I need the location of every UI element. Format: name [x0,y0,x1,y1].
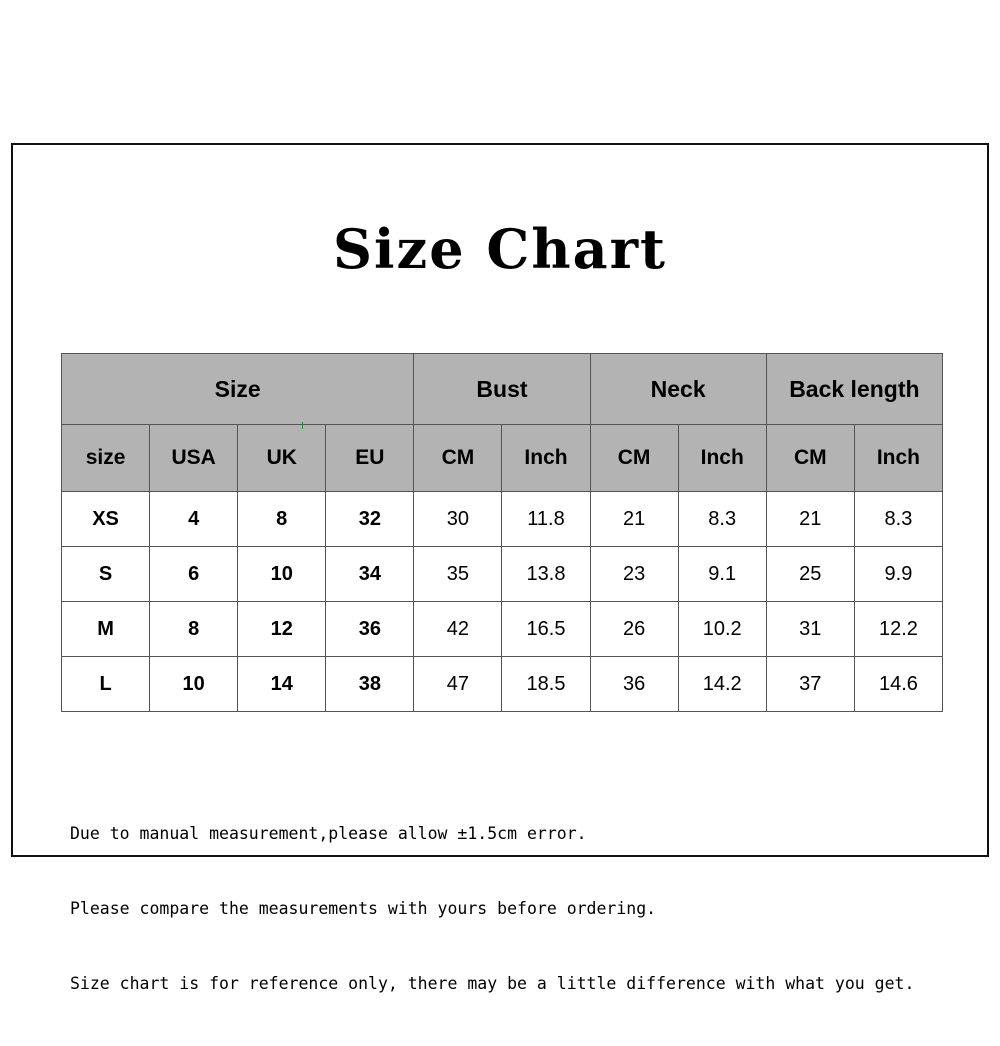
cell-eu: 38 [326,657,414,712]
cell-back-cm: 37 [766,657,854,712]
table-row [62,547,943,602]
cell-back-inch: 12.2 [854,602,942,657]
column-header-bust-cm: CM [414,425,502,492]
size-chart-table [61,353,943,712]
cell-size: XS [62,492,150,547]
cell-neck-cm: 26 [590,602,678,657]
cell-size: M [62,602,150,657]
cell-neck-cm: 23 [590,547,678,602]
column-header-size: size [62,425,150,492]
cell-back-cm: 21 [766,492,854,547]
group-header-neck: Neck [590,354,766,425]
column-header-uk: UK [238,425,326,492]
column-header-neck-inch: Inch [678,425,766,492]
column-header-eu: EU [326,425,414,492]
notes-block [70,771,914,1046]
cell-neck-cm: 21 [590,492,678,547]
cell-bust-inch: 16.5 [502,602,590,657]
cell-uk: 8 [238,492,326,547]
table-row [62,602,943,657]
cell-usa: 10 [150,657,238,712]
note-line-2: Please compare the measurements with yours before ordering. [70,899,657,918]
cell-bust-inch: 11.8 [502,492,590,547]
cell-neck-inch: 9.1 [678,547,766,602]
cell-eu: 36 [326,602,414,657]
column-header-neck-cm: CM [590,425,678,492]
column-header-back-inch: Inch [854,425,942,492]
cell-back-cm: 31 [766,602,854,657]
cell-bust-inch: 18.5 [502,657,590,712]
cell-neck-inch: 14.2 [678,657,766,712]
column-header-bust-inch: Inch [502,425,590,492]
cell-back-inch: 8.3 [854,492,942,547]
cell-neck-cm: 36 [590,657,678,712]
group-header-bust: Bust [414,354,590,425]
cell-neck-inch: 10.2 [678,602,766,657]
column-header-back-cm: CM [766,425,854,492]
cell-back-inch: 9.9 [854,547,942,602]
cell-usa: 4 [150,492,238,547]
cell-usa: 8 [150,602,238,657]
cell-uk: 14 [238,657,326,712]
cell-neck-inch: 8.3 [678,492,766,547]
cell-bust-inch: 13.8 [502,547,590,602]
cell-bust-cm: 30 [414,492,502,547]
group-header-back-length: Back length [766,354,942,425]
cell-size: S [62,547,150,602]
chart-frame [11,143,989,993]
note-line-3: Size chart is for reference only, there may be a little difference with what you get. [70,974,915,993]
table-row [62,492,943,547]
page-title: Size Chart [333,217,667,281]
cell-size: L [62,657,150,712]
column-header-usa: USA [150,425,238,492]
cell-uk: 12 [238,602,326,657]
cell-back-cm: 25 [766,547,854,602]
cell-uk: 10 [238,547,326,602]
table-sub-header-row [62,425,943,492]
table-group-header-row [62,354,943,425]
table-row [62,657,943,712]
group-header-size: Size [62,354,414,425]
note-line-1: Due to manual measurement,please allow ±1.5cm error. [70,824,587,843]
cell-eu: 32 [326,492,414,547]
cell-eu: 34 [326,547,414,602]
cell-back-inch: 14.6 [854,657,942,712]
green-tick-mark [302,422,303,429]
cell-usa: 6 [150,547,238,602]
cell-bust-cm: 47 [414,657,502,712]
cell-bust-cm: 35 [414,547,502,602]
cell-bust-cm: 42 [414,602,502,657]
